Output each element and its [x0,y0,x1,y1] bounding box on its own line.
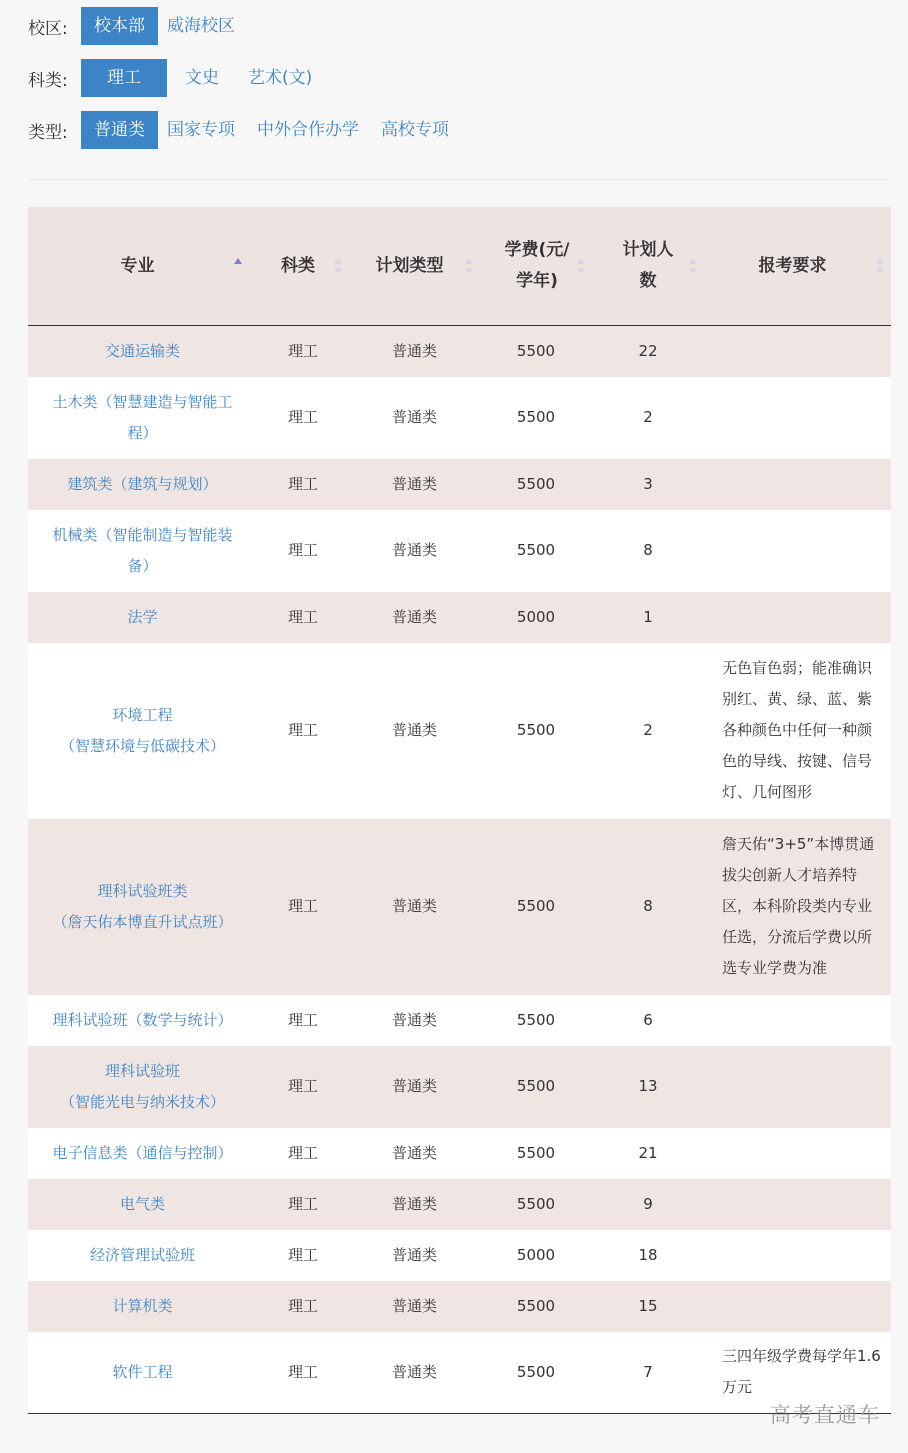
cell-major[interactable]: 理科试验班（数学与统计） [52,1010,233,1029]
cell-requirements [704,459,891,510]
option-type-national[interactable]: 国家专项 [167,120,235,140]
cell-plan-type: 普通类 [391,1296,437,1315]
filter-label-subject: 科类: [28,70,68,91]
major-subtitle: （智能光电与纳米技术） [59,1092,225,1111]
option-type-joint[interactable]: 中外合作办学 [257,120,359,140]
column-header-major[interactable] [28,207,257,326]
filter-row-campus [28,7,244,45]
cell-count: 2 [643,721,653,739]
cell-requirements [704,592,891,643]
column-header-requirements[interactable] [704,207,891,326]
column-header-count[interactable] [592,207,704,326]
column-header-label: 专业 [120,255,155,276]
table-row [28,819,891,995]
table-header-row [28,207,891,326]
cell-fee: 5500 [516,541,556,559]
cell-major[interactable] [28,819,257,995]
cell-requirements [704,1281,891,1332]
cell-count: 6 [643,1010,653,1029]
cell-plan-type: 普通类 [391,1362,437,1381]
cell-requirements [704,326,891,377]
major-subtitle: （詹天佑本博直升试点班） [52,912,233,931]
cell-subject: 理工 [287,541,318,559]
cell-subject: 理工 [287,1245,318,1264]
major-name: 理科试验班 [104,1061,180,1080]
column-header-subject[interactable] [257,207,349,326]
option-campus-weihai[interactable]: 威海校区 [167,16,235,36]
column-header-plan-type[interactable] [349,207,480,326]
cell-plan-type: 普通类 [391,1010,437,1029]
cell-requirements [704,377,891,459]
cell-major[interactable]: 电气类 [119,1194,165,1213]
option-subject-science[interactable]: 理工 [81,59,167,97]
cell-plan-type: 普通类 [391,474,437,493]
column-header-fee[interactable] [480,207,592,326]
cell-requirements [704,1230,891,1281]
cell-plan-type: 普通类 [391,1143,437,1162]
cell-fee: 5500 [516,897,556,915]
divider [28,179,890,180]
cell-count: 3 [643,474,653,493]
cell-subject: 理工 [287,1010,318,1029]
cell-count: 9 [643,1194,653,1213]
table-row [28,510,891,592]
option-campus-main[interactable]: 校本部 [81,7,158,45]
option-type-university[interactable]: 高校专项 [381,120,449,140]
cell-fee: 5500 [516,341,556,360]
table-row [28,1179,891,1230]
cell-plan-type: 普通类 [391,1245,437,1264]
cell-subject: 理工 [287,897,318,915]
sort-icon[interactable] [465,257,474,275]
cell-subject: 理工 [287,408,318,426]
column-header-label: 计划人数 [622,240,674,291]
cell-plan-type: 普通类 [391,721,437,739]
major-name: 理科试验班类 [97,881,188,900]
option-subject-art[interactable]: 艺术(文) [248,68,313,88]
cell-fee: 5500 [516,408,556,426]
cell-major[interactable]: 电子信息类（通信与控制） [52,1143,233,1162]
table-row [28,377,891,459]
cell-major[interactable]: 土木类（智慧建造与智能工程） [52,392,233,442]
cell-fee: 5500 [516,721,556,739]
cell-fee: 5500 [516,1077,556,1095]
cell-count: 1 [643,607,653,626]
cell-major[interactable]: 计算机类 [112,1296,173,1315]
table-row [28,1128,891,1179]
cell-count: 8 [643,897,653,915]
cell-major[interactable]: 经济管理试验班 [89,1245,195,1264]
table-row [28,459,891,510]
column-header-label: 计划类型 [375,255,444,276]
admission-plan-table [28,207,891,1414]
cell-major[interactable]: 建筑类（建筑与规划） [67,474,218,493]
cell-count: 13 [638,1077,658,1095]
filter-row-subject [28,59,319,97]
cell-subject: 理工 [287,721,318,739]
sort-icon[interactable] [334,257,343,275]
cell-count: 21 [638,1143,658,1162]
sort-icon[interactable] [876,257,885,275]
cell-requirements [704,1128,891,1179]
cell-subject: 理工 [287,1362,318,1381]
cell-subject: 理工 [287,1296,318,1315]
column-header-label: 报考要求 [758,255,827,276]
cell-major[interactable]: 交通运输类 [104,341,180,360]
cell-requirements: 无色盲色弱；能准确识别红、黄、绿、蓝、紫各种颜色中任何一种颜色的导线、按键、信号灯、几何图形 [722,659,873,801]
cell-fee: 5500 [516,1296,556,1315]
cell-requirements [704,510,891,592]
cell-count: 2 [643,408,653,426]
cell-major[interactable]: 法学 [127,607,158,626]
table-row [28,1332,891,1414]
cell-plan-type: 普通类 [391,541,437,559]
cell-subject: 理工 [287,607,318,626]
cell-plan-type: 普通类 [391,408,437,426]
table-row [28,1230,891,1281]
cell-fee: 5500 [516,1143,556,1162]
column-header-label: 科类 [281,255,315,276]
cell-fee: 5500 [516,474,556,493]
cell-plan-type: 普通类 [391,1194,437,1213]
cell-subject: 理工 [287,1194,318,1213]
table-row [28,1281,891,1332]
cell-requirements [704,1046,891,1128]
cell-plan-type: 普通类 [391,341,437,360]
table-row [28,643,891,819]
cell-fee: 5000 [516,607,556,626]
cell-count: 15 [638,1296,658,1315]
filter-label-campus: 校区: [28,18,68,39]
cell-count: 22 [638,341,658,360]
cell-fee: 5500 [516,1010,556,1029]
cell-count: 7 [643,1362,653,1381]
cell-subject: 理工 [287,1077,318,1095]
cell-plan-type: 普通类 [391,897,437,915]
cell-fee: 5500 [516,1194,556,1213]
table-row [28,995,891,1046]
table-row [28,592,891,643]
cell-requirements: 三四年级学费每学年1.6万元 [722,1347,881,1397]
sort-icon[interactable] [234,257,243,275]
cell-plan-type: 普通类 [391,607,437,626]
major-name: 环境工程 [112,705,173,724]
watermark: 高考直通车 [770,1403,880,1427]
cell-requirements [704,995,891,1046]
cell-major[interactable]: 软件工程 [112,1362,173,1381]
cell-subject: 理工 [287,1143,318,1162]
cell-major[interactable] [28,643,257,819]
table-row [28,1046,891,1128]
cell-major[interactable] [28,1046,257,1128]
option-subject-arts[interactable]: 文史 [185,68,219,88]
cell-requirements: 詹天佑“3+5”本博贯通拔尖创新人才培养特区，本科阶段类内专业任选，分流后学费以所选专业学费为准 [722,835,875,977]
filter-row-type [28,111,458,149]
sort-icon[interactable] [689,257,698,275]
option-type-general[interactable]: 普通类 [81,111,158,149]
major-subtitle: （智慧环境与低碳技术） [59,736,225,755]
cell-major[interactable]: 机械类（智能制造与智能装备） [52,525,233,575]
filter-label-type: 类型: [28,122,68,143]
table-row [28,326,891,377]
cell-count: 8 [643,541,653,559]
cell-count: 18 [638,1245,658,1264]
cell-subject: 理工 [287,474,318,493]
cell-fee: 5500 [516,1362,556,1381]
cell-plan-type: 普通类 [391,1077,437,1095]
cell-requirements [704,1179,891,1230]
cell-fee: 5000 [516,1245,556,1264]
sort-icon[interactable] [577,257,586,275]
column-header-label: 学费(元/学年) [504,240,570,291]
cell-subject: 理工 [287,341,318,360]
